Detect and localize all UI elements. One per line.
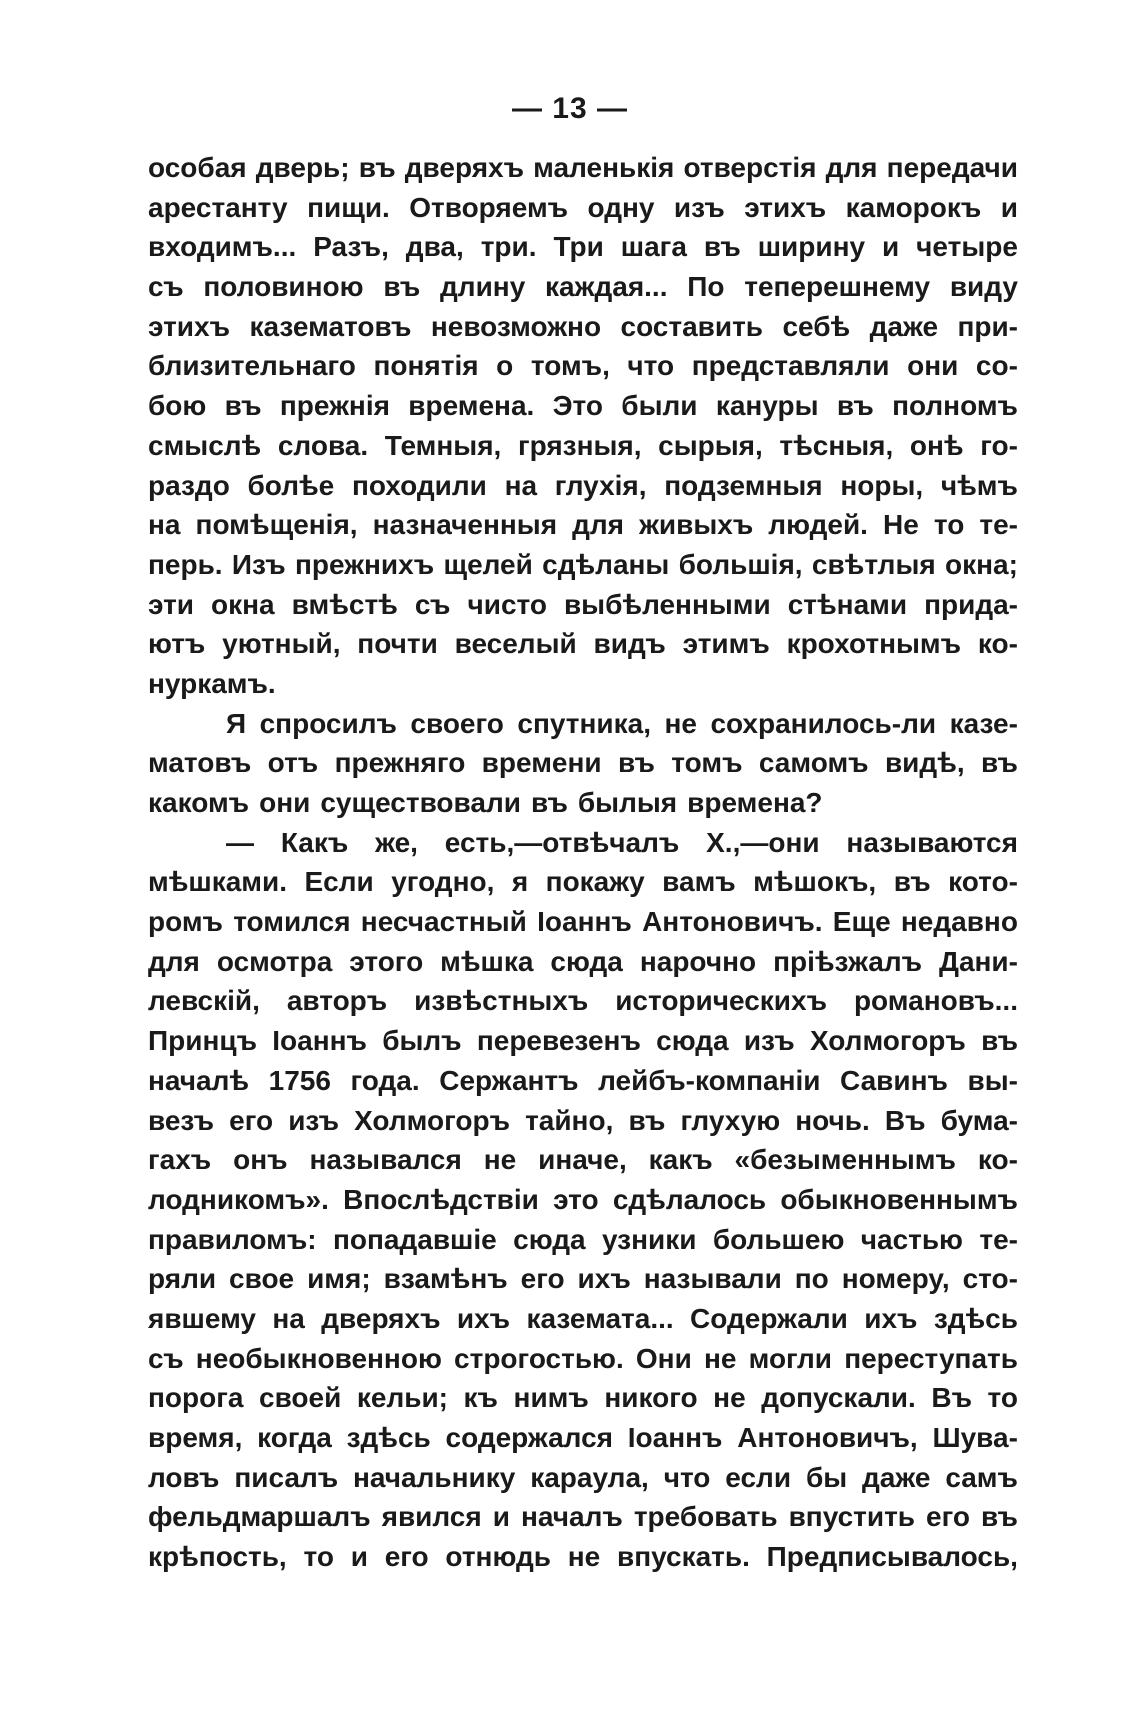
body-text xyxy=(148,148,1018,1577)
text-line: ютъ уютный, почти веселый видъ этимъ крохотнымъ ко- xyxy=(148,628,1018,660)
text-line: съ необыкновенною строгостью. Они не могли переступать xyxy=(148,1342,1018,1374)
text-line: ряли свое имя; взамѣнъ его ихъ называли по номеру, сто- xyxy=(148,1263,1018,1295)
text-line: этихъ казематовъ невозможно составить себѣ даже при- xyxy=(148,310,1018,342)
text-line: началѣ 1756 года. Сержантъ лейбъ-компаніи Савинъ вы- xyxy=(148,1064,1018,1096)
text-line: близительнаго понятія о томъ, что представляли они со- xyxy=(148,350,1018,382)
text-line: время, когда здѣсь содержался Іоаннъ Антоновичъ, Шува- xyxy=(148,1422,1018,1453)
text-line: ловъ писалъ начальнику караула, что если бы даже самъ xyxy=(148,1461,1018,1493)
text-line: особая дверь; въ дверяхъ маленькія отверстія для передачи xyxy=(148,152,1018,183)
text-line: везъ его изъ Холмогоръ тайно, въ глухую ночь. Въ бума- xyxy=(148,1104,1018,1136)
text-line: мѣшками. Если угодно, я покажу вамъ мѣшокъ, въ кото- xyxy=(148,866,1018,898)
text-line: гахъ онъ назывался не иначе, какъ «безыменнымъ ко- xyxy=(148,1144,1018,1176)
text-line: явшему на дверяхъ ихъ каземата... Содержали ихъ здѣсь xyxy=(148,1302,1018,1334)
text-line: правиломъ: попадавшіе сюда узники большею частью те- xyxy=(148,1223,1018,1255)
text-line: какомъ они существовали въ былыя времена? xyxy=(148,787,823,818)
text-line: эти окна вмѣстѣ съ чисто выбѣленными стѣнами прида- xyxy=(148,588,1018,620)
text-line: Я спросилъ своего спутника, не сохранилось-ли казе- xyxy=(226,707,1018,739)
text-line: смыслѣ слова. Темныя, грязныя, сырыя, тѣсныя, онѣ го- xyxy=(148,429,1018,461)
text-line: крѣпость, то и его отнюдь не впускать. Предписывалось, xyxy=(148,1541,1018,1573)
text-line: нуркамъ. xyxy=(148,667,276,699)
text-line: перь. Изъ прежнихъ щелей сдѣланы большія, свѣтлыя окна; xyxy=(148,548,1018,580)
text-line: бою въ прежнія времена. Это были кануры въ полномъ xyxy=(148,390,1018,422)
text-line: Принцъ Іоаннъ былъ перевезенъ сюда изъ Холмогоръ въ xyxy=(148,1025,1018,1057)
text-line: на помѣщенія, назначенныя для живыхъ людей. Не то те- xyxy=(148,509,1018,541)
text-line: лодникомъ». Впослѣдствіи это сдѣлалось обыкновеннымъ xyxy=(148,1183,1018,1215)
text-line: арестанту пищи. Отворяемъ одну изъ этихъ каморокъ и xyxy=(148,191,1018,223)
text-line: съ половиною въ длину каждая... По теперешнему виду xyxy=(148,271,1018,303)
text-line: раздо болѣе походили на глухія, подземныя норы, чѣмъ xyxy=(148,469,1018,501)
text-line: фельдмаршалъ явился и началъ требовать впустить его въ xyxy=(148,1501,1018,1533)
text-line: левскій, авторъ извѣстныхъ историческихъ романовъ... xyxy=(148,985,1018,1017)
page-number: — 13 — xyxy=(511,92,629,125)
text-line: матовъ отъ прежняго времени въ томъ самомъ видѣ, въ xyxy=(148,747,1018,779)
text-line: входимъ... Разъ, два, три. Три шага въ ширину и четыре xyxy=(148,231,1018,263)
text-line: для осмотра этого мѣшка сюда нарочно пріѣзжалъ Дани- xyxy=(148,945,1018,977)
text-line: ромъ томился несчастный Іоаннъ Антоновичъ. Еще недавно xyxy=(148,906,1018,938)
text-line: порога своей кельи; къ нимъ никого не допускали. Въ то xyxy=(148,1382,1018,1414)
text-line: — Какъ же, есть,—отвѣчалъ Х.,—они называются xyxy=(226,826,1018,858)
